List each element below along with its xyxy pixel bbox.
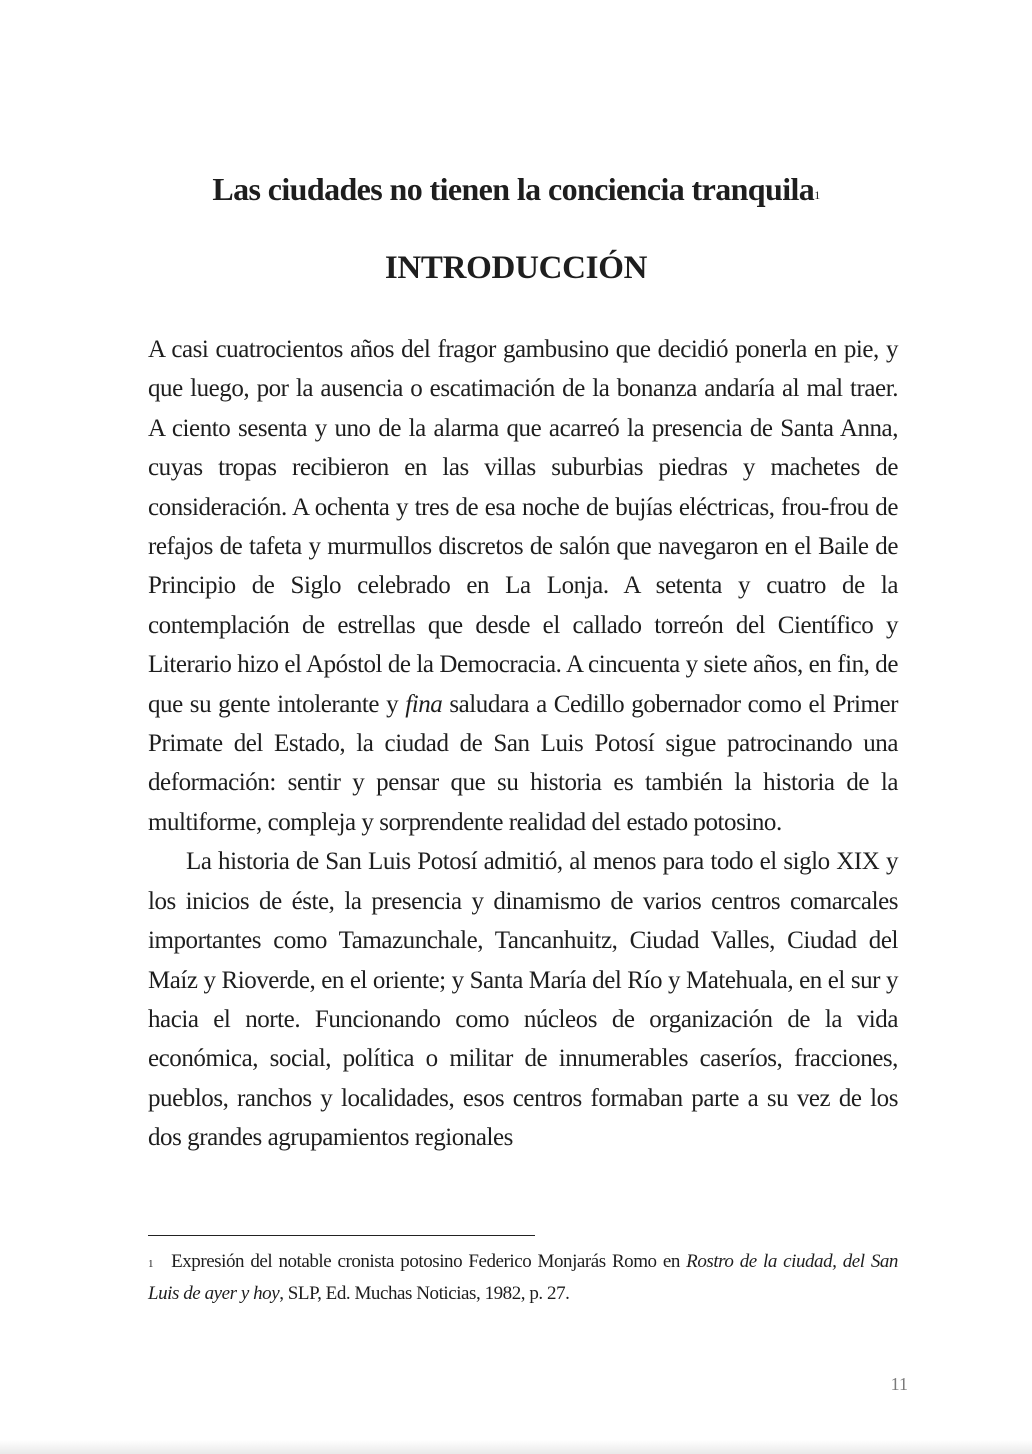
chapter-title bbox=[0, 168, 1032, 210]
footnote-book-title: Rostro de la ciudad, del San Luis de ayer y hoy bbox=[148, 1251, 898, 1304]
section-heading: INTRODUCCIÓN bbox=[384, 250, 648, 286]
page-number: 11 bbox=[890, 1374, 908, 1394]
footnote-text-1: Expresión del notable cronista potosino Federico Monjarás Romo en bbox=[171, 1251, 687, 1272]
page-edge-shadow bbox=[0, 1440, 1032, 1454]
paragraph-1-part-2: saludara a Cedillo gobernador como el Primer Primate del Estado, la ciudad de San Luis Potosí sigue patrocinando una deformación: sentir y pensar que su historia es también la historia de la multiforme, compleja y sorprendente realidad del estado potosino. bbox=[148, 690, 898, 836]
body-text bbox=[148, 330, 898, 1158]
paragraph-1-emphasis: fina bbox=[405, 690, 443, 718]
title-footnote-mark: 1 bbox=[814, 188, 820, 202]
paragraph-1 bbox=[148, 330, 898, 842]
footnote-text-2: , SLP, Ed. Muchas Noticias, 1982, p. 27. bbox=[279, 1283, 570, 1304]
footnote-divider bbox=[148, 1235, 535, 1236]
footnote-mark: 1 bbox=[148, 1258, 154, 1270]
paragraph-1-part-1: A casi cuatrocientos años del fragor gambusino que decidió ponerla en pie, y que luego, por la ausencia o escatimación de la bonanza andaría al mal traer. A ciento sesenta y uno de la alarma que acarreó la presencia de Santa Anna, cuyas tropas recibieron en las villas suburbias piedras y machetes de consideración. A ochenta y tres de esa noche de bujías eléctricas, frou-frou de refajos de tafeta y murmullos discretos de salón que navegaron en el Baile de Principio de Siglo celebrado en La Lonja. A setenta y cuatro de la contemplación de estrellas que desde el callado torreón del Científico y Literario hizo el Apóstol de la Democracia. A cincuenta y siete años, en fin, de que su gente intolerante y bbox=[148, 336, 898, 718]
footnote bbox=[148, 1246, 898, 1310]
paragraph-2: La historia de San Luis Potosí admitió, al menos para todo el siglo XIX y los inicios de éste, la presencia y dinamismo de varios centros comarcales importantes como Tamazunchale, Tancanhuitz, Ciudad Valles, Ciudad del Maíz y Rioverde, en el oriente; y Santa María del Río y Matehuala, en el sur y hacia el norte. Funcionando como núcleos de organización de la vida económica, social, política o militar de innumerables caseríos, fracciones, pueblos, ranchos y localidades, esos centros formaban parte a su vez de los dos grandes agrupamientos regionales bbox=[148, 848, 898, 1152]
chapter-title-text: Las ciudades no tienen la conciencia tranquila bbox=[212, 171, 815, 207]
